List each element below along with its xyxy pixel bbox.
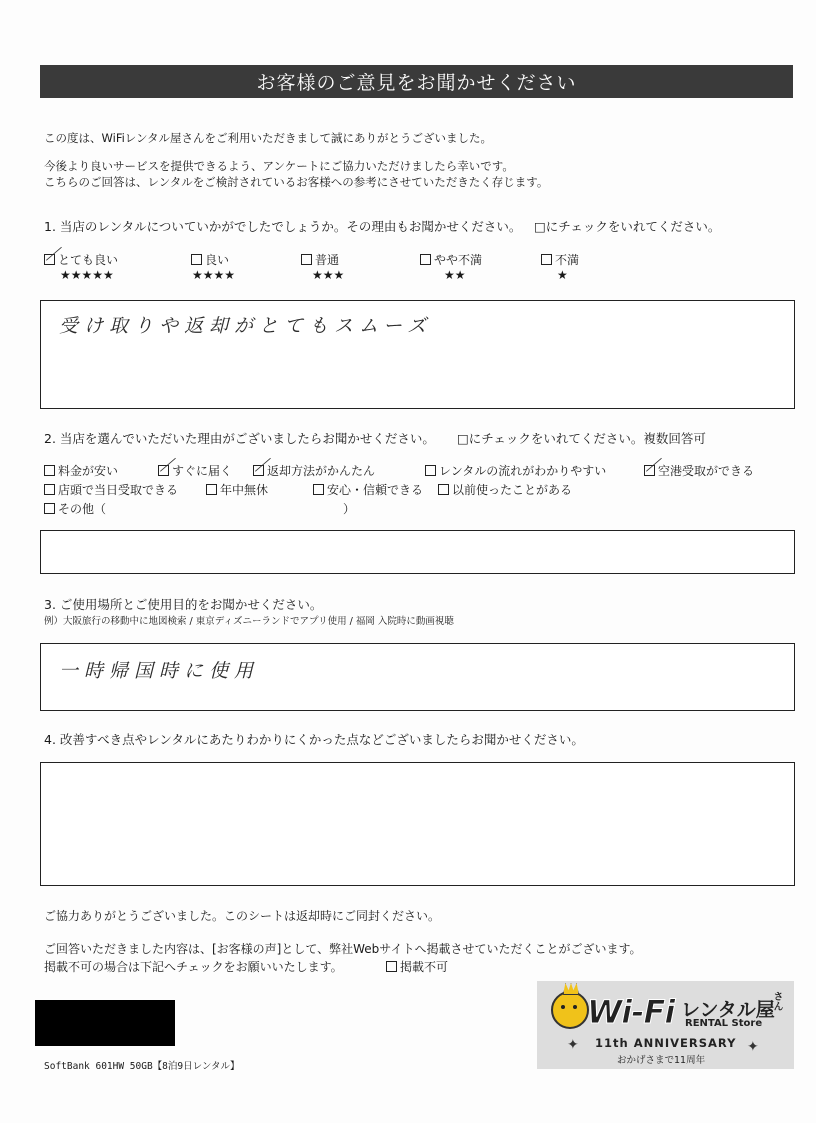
mascot-icon xyxy=(551,991,589,1029)
q3-example: 例）大阪旅行の移動中に地図検索 / 東京ディズニーランドでアプリ使用 / 福岡 入院時に動画視聴 xyxy=(44,616,454,627)
q2-answer-box[interactable] xyxy=(40,530,795,574)
no-publish-option[interactable]: 掲載不可 xyxy=(386,958,448,975)
intro-line-1: この度は、WiFiレンタル屋さんをご利用いただきまして誠にありがとうございました。 xyxy=(44,131,493,145)
intro-line-2: 今後より良いサービスを提供できるよう、アンケートにご協力いただけましたら幸いです。 xyxy=(44,159,514,173)
q2-other-close-paren: ） xyxy=(343,502,356,516)
q2-option-cheap[interactable]: 料金が安い xyxy=(44,462,118,479)
checkbox[interactable] xyxy=(438,484,449,495)
checkbox[interactable] xyxy=(44,465,55,476)
checkbox-checked[interactable] xyxy=(158,465,169,476)
q1-option-dissatisfied[interactable]: 不満 xyxy=(541,251,579,268)
q4-answer-box[interactable] xyxy=(40,762,795,886)
checkbox[interactable] xyxy=(386,961,397,972)
q2-option-airport-pickup[interactable]: 空港受取ができる xyxy=(644,462,754,479)
q2-option-easy-return[interactable]: 返却方法がかんたん xyxy=(253,462,375,479)
survey-title: お客様のご意見をお聞かせください xyxy=(40,65,793,98)
q3-question: 3. ご使用場所とご使用目的をお聞かせください。 xyxy=(44,597,323,612)
logo-brand: Wi-Fi xyxy=(587,993,675,1031)
q1-answer-box[interactable] xyxy=(40,300,795,409)
checkbox[interactable] xyxy=(425,465,436,476)
q1-stars-5: ★★★★★ xyxy=(60,268,114,282)
checkbox[interactable] xyxy=(44,503,55,514)
checkbox[interactable] xyxy=(191,254,202,265)
q2-option-other[interactable]: その他（ xyxy=(44,500,106,517)
checkbox[interactable] xyxy=(206,484,217,495)
checkbox-checked[interactable] xyxy=(253,465,264,476)
logo-san: さん xyxy=(771,991,782,1011)
redacted-block xyxy=(35,1000,175,1046)
sparkle-icon: ✦ xyxy=(567,1037,579,1053)
checkbox[interactable] xyxy=(420,254,431,265)
q1-option-very-good[interactable]: とても良い xyxy=(44,251,118,268)
intro-line-3: こちらのご回答は、レンタルをご検討されているお客様への参考にさせていただきたく存じます。 xyxy=(44,175,549,189)
publish-note-1: ご回答いただきました内容は、[お客様の声]として、弊社Webサイトへ掲載させていただくことがございます。 xyxy=(44,942,642,956)
q1-stars-4: ★★★★ xyxy=(192,268,236,282)
q1-question: 1. 当店のレンタルについていかがでしたでしょうか。その理由もお聞かせください。 xyxy=(44,219,522,234)
checkbox[interactable] xyxy=(541,254,552,265)
logo-tagline: おかげさまで11周年 xyxy=(617,1055,706,1066)
q3-answer-box[interactable] xyxy=(40,643,795,711)
q1-stars-1: ★ xyxy=(557,268,568,282)
logo-name: レンタル屋 xyxy=(681,999,775,1021)
logo-sub: RENTAL Store xyxy=(685,1018,763,1029)
q1-option-good[interactable]: 良い xyxy=(191,251,229,268)
publish-note-2: 掲載不可の場合は下記へチェックをお願いいたします。 xyxy=(44,960,343,974)
checkbox[interactable] xyxy=(313,484,324,495)
q2-question: 2. 当店を選んでいただいた理由がございましたらお聞かせください。 xyxy=(44,431,435,446)
logo-anniversary: 11th ANNIVERSARY xyxy=(595,1036,737,1050)
rental-info: SoftBank 601HW 50GB【8泊9日レンタル】 xyxy=(44,1061,240,1072)
q2-option-fast-delivery[interactable]: すぐに届く xyxy=(158,462,232,479)
q2-option-trustworthy[interactable]: 安心・信頼できる xyxy=(313,481,423,498)
q2-option-same-day-store[interactable]: 店頭で当日受取できる xyxy=(44,481,178,498)
q1-option-normal[interactable]: 普通 xyxy=(301,251,339,268)
q1-handwritten-answer: 受け取りや返却がとてもスムーズ xyxy=(59,315,433,337)
q3-handwritten-answer: 一時帰国時に使用 xyxy=(59,660,260,682)
q2-option-clear-flow[interactable]: レンタルの流れがわかりやすい xyxy=(425,462,606,479)
q2-instruction: □にチェックをいれてください。複数回答可 xyxy=(457,431,706,446)
q1-option-somewhat-dissatisfied[interactable]: やや不満 xyxy=(420,251,482,268)
thanks-text: ご協力ありがとうございました。このシートは返却時にご同封ください。 xyxy=(44,909,441,923)
q1-stars-3: ★★★ xyxy=(312,268,345,282)
q4-question: 4. 改善すべき点やレンタルにあたりわかりにくかった点などございましたらお聞かせください。 xyxy=(44,732,584,747)
q2-option-used-before[interactable]: 以前使ったことがある xyxy=(438,481,572,498)
sparkle-icon: ✦ xyxy=(747,1039,759,1055)
checkbox-checked[interactable] xyxy=(644,465,655,476)
checkbox[interactable] xyxy=(301,254,312,265)
q1-stars-2: ★★ xyxy=(444,268,466,282)
q2-option-open-all-year[interactable]: 年中無休 xyxy=(206,481,268,498)
checkbox[interactable] xyxy=(44,484,55,495)
checkbox-checked[interactable] xyxy=(44,254,55,265)
company-logo xyxy=(537,981,794,1069)
q1-instruction: □にチェックをいれてください。 xyxy=(534,219,721,234)
